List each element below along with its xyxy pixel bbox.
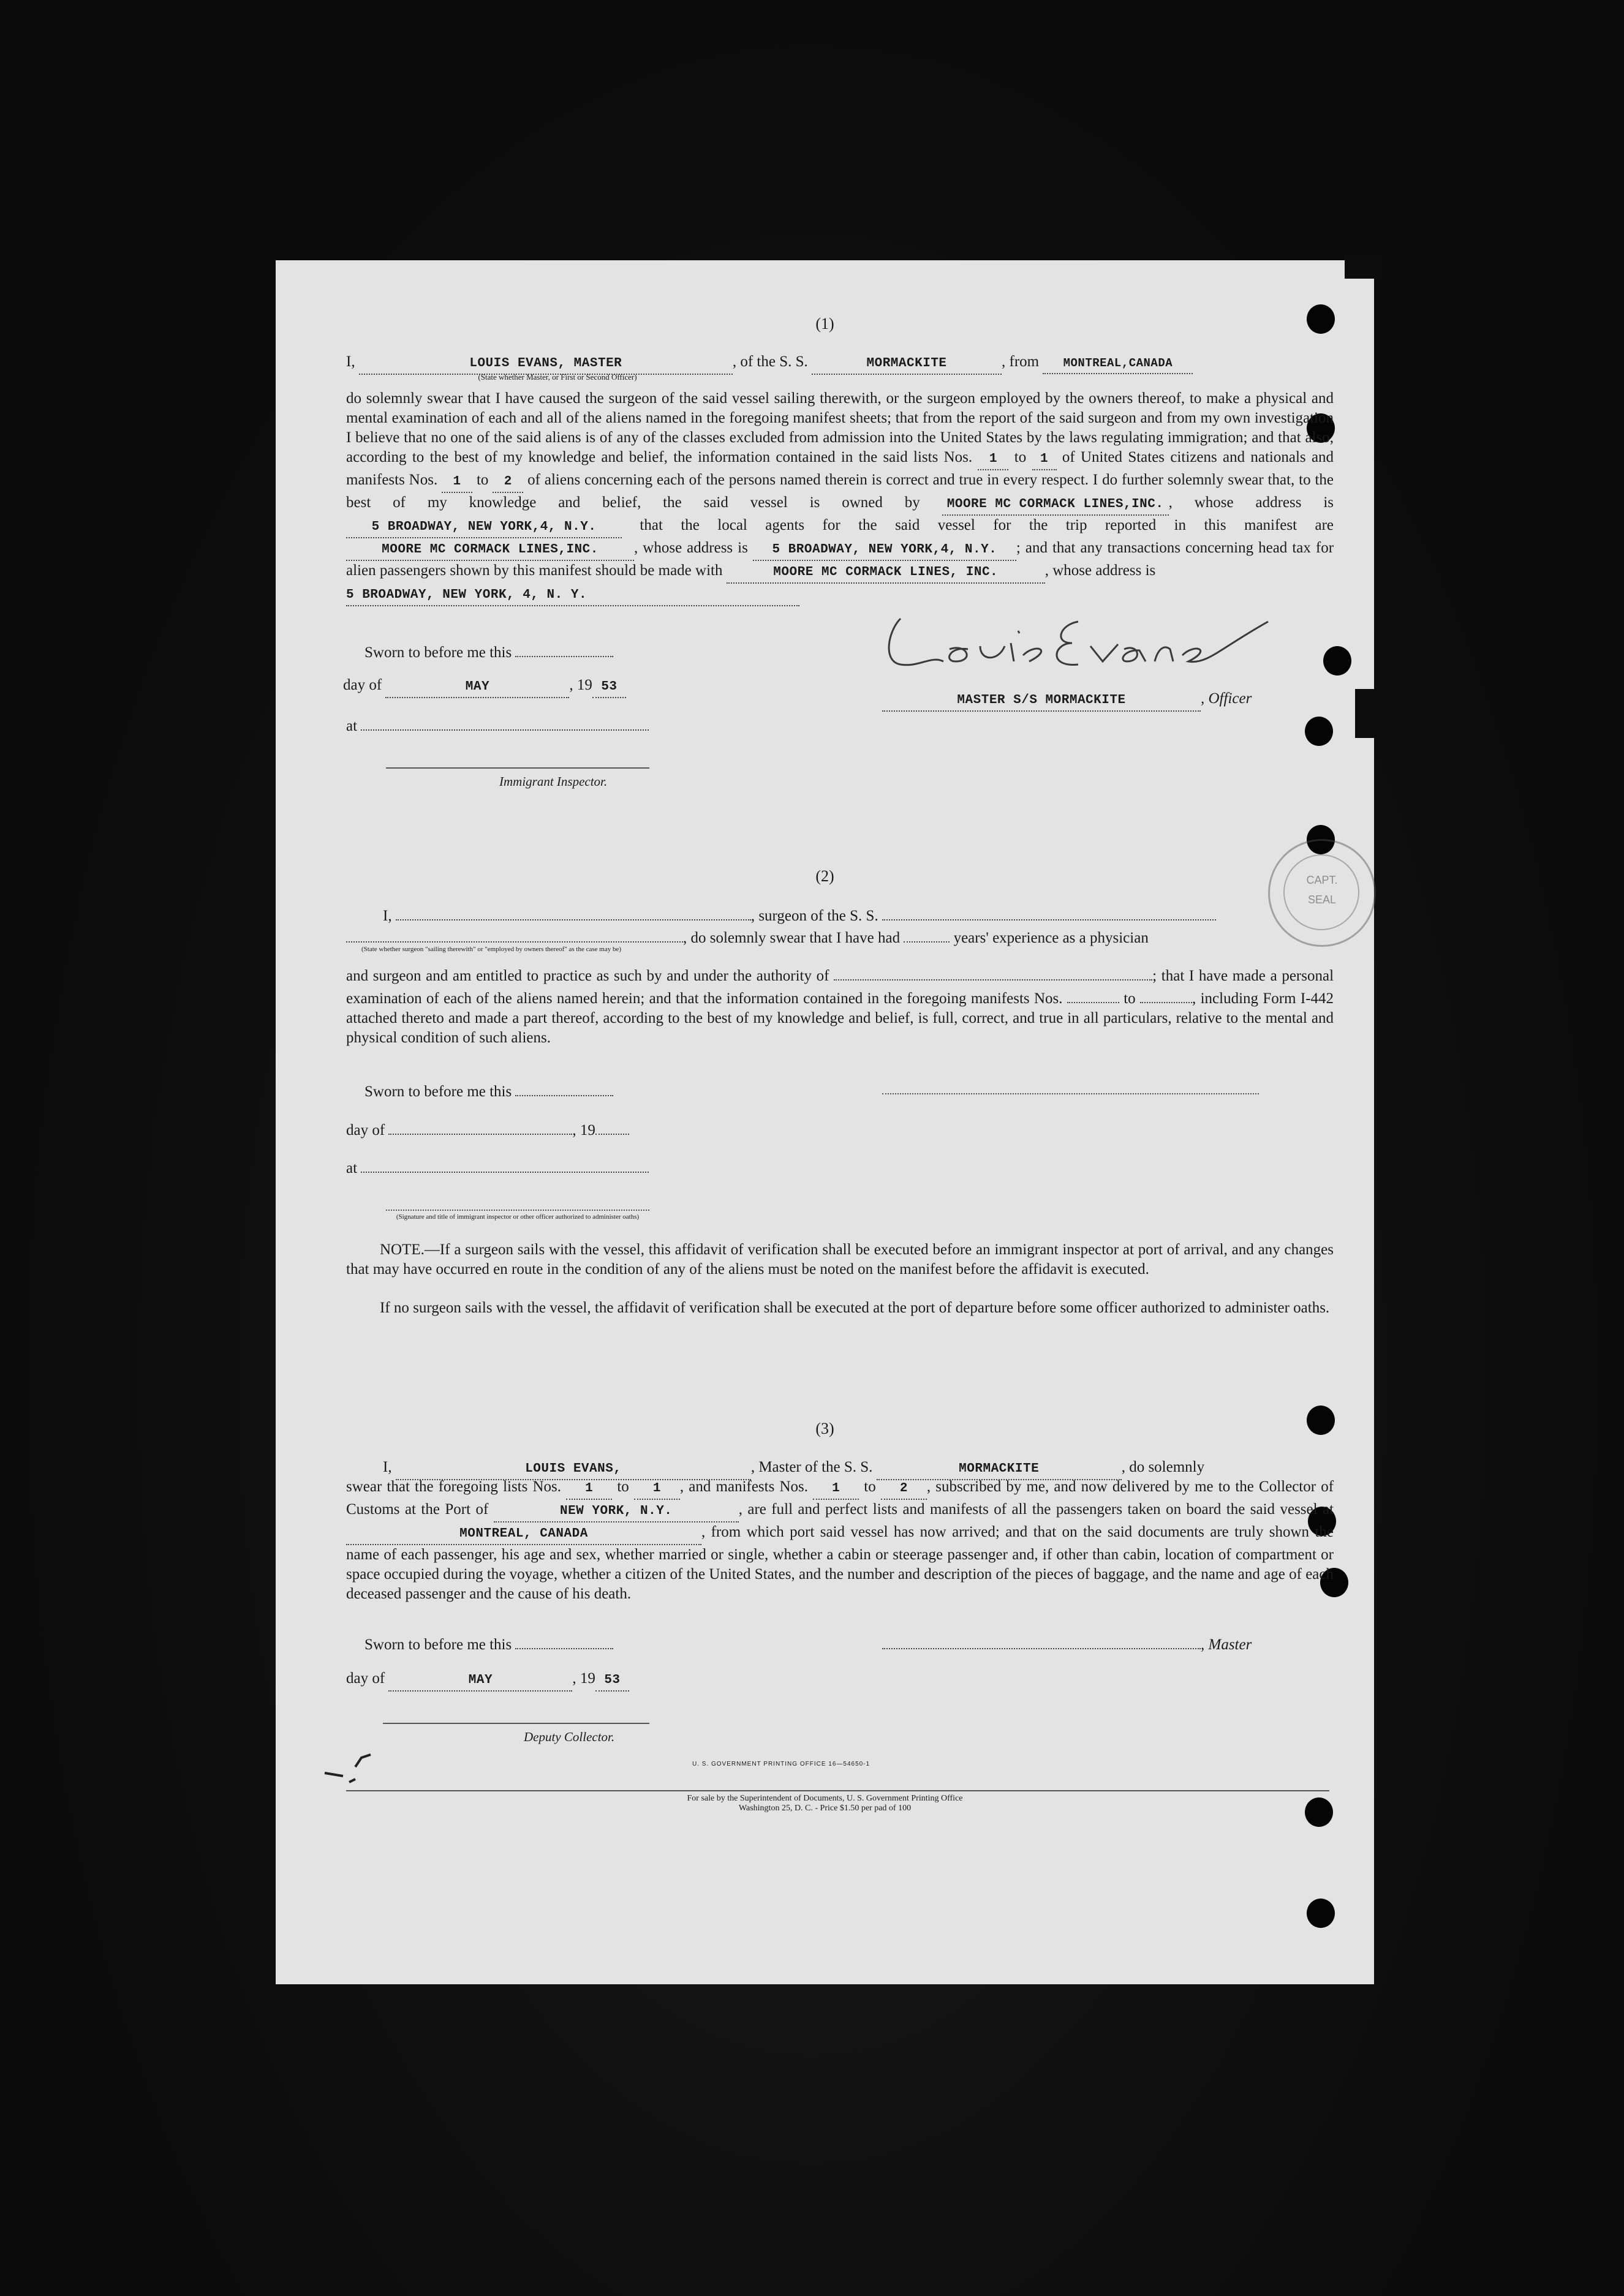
officer-oath-signature-line (386, 1210, 649, 1211)
lists-from-field: 1 (978, 450, 1008, 470)
manifests-from-field: 1 (442, 472, 472, 493)
section-2-first-line (383, 903, 1339, 926)
manifests-to-field: 2 (881, 1479, 927, 1500)
head-tax-address-field: 5 BROADWAY, NEW YORK, 4, N. Y. (346, 585, 799, 606)
at-line-2 (346, 1156, 649, 1178)
section-2-number: (2) (815, 867, 834, 885)
from-label: , from (1002, 353, 1040, 370)
section-1-first-line (346, 352, 1326, 375)
binder-hole (1307, 1899, 1335, 1928)
officer-caption: (State whether Master, or First or Second Officer) (478, 372, 637, 382)
departure-port-field: MONTREAL, CANADA (346, 1524, 701, 1545)
surgeon-signature-line (882, 1093, 1259, 1094)
year-prefix: , 19 (569, 677, 592, 693)
at-label: at (346, 1160, 358, 1176)
body-text-2: that I have made a personal examination of each of the aliens named herein; and that the information contained in the foregoing manifests Nos. (346, 968, 1334, 1007)
note-label: NOTE. (380, 1241, 425, 1258)
printing-office-line: U. S. GOVERNMENT PRINTING OFFICE 16—54650-1 (692, 1761, 871, 1767)
from-port-field: MONTREAL,CANADA (1043, 353, 1193, 374)
body-text-3: of aliens concerning each of the persons named therein is correct and true in every respect. I do further solemnly swear that, to the best of my knowledge and belief, the said vessel is owned by (346, 472, 1334, 511)
manifests-from-field (1067, 986, 1119, 1003)
section-1-body: do solemnly swear that I have caused the surgeon of the said vessel sailing therewith, or the surgeon employed by the owners thereof, to make a physical and mental examination of each and all of the aliens named in the foregoing manifest sheets; that from the report of the said surgeon and from my own investigation I believe that no one of the said aliens is of any of the classes excluded from admission into the United States by the laws regulating immigration; and that also, according to the best of my knowledge and belief, the information contained in the said lists Nos. 1 to 1 of United States citizens and nationals and manifests Nos. 1 to 2 of aliens concerning each of the persons named therein is correct and true in every respect. I do further solemnly swear that, to the best of my knowledge and belief, the said vessel is owned by MOORE MC CORMACK LINES,INC. , whose address is 5 BROADWAY, NEW YORK,4, N.Y. that the local agents for the said vessel for the trip reported in this manifest are MOORE MC CORMACK LINES,INC. , whose address is 5 BROADWAY, NEW YORK,4, N.Y. ; and that any transactions concerning head tax for alien passengers shown by this manifest should be made with MOORE MC CORMACK LINES, INC. , whose address is 5 BROADWAY, NEW YORK, 4, N. Y. (346, 389, 1334, 606)
surgeon-of-label: , surgeon of the S. S. (750, 908, 878, 924)
section-3-body (346, 1477, 1334, 1604)
master-signature-line (882, 1632, 1348, 1655)
body-text-4: ; and that any transactions concerning head tax for alien passengers shown by this manifest should be made with (346, 540, 1334, 579)
i-label: I, (383, 908, 392, 924)
ink-smudge (319, 1742, 392, 1791)
year-field (595, 1118, 629, 1135)
officer-title-field: MASTER S/S MORMACKITE (882, 691, 1201, 712)
head-tax-address-label: , whose address is (1044, 562, 1156, 579)
authority-field (834, 963, 1152, 981)
surgeon-status-field (346, 925, 683, 943)
to-label: to (476, 472, 489, 488)
year-field: 53 (592, 677, 626, 698)
sworn-date-field (515, 1079, 613, 1096)
surgeon-caption: (State whether surgeon "sailing therewith" or "employed by owners thereof" as the case may be) (361, 946, 622, 953)
manifests-all-label: manifests of all the passengers taken on board the said vessel at (929, 1501, 1334, 1518)
i-label: I, (346, 353, 355, 370)
month-field: MAY (388, 1671, 572, 1692)
day-of-line-2 (346, 1118, 629, 1140)
section-1-number: (1) (815, 315, 834, 333)
signature-caption: (Signature and title of immigrant inspector or other officer authorized to administer oaths) (396, 1213, 640, 1221)
inspector-caption: Immigrant Inspector. (499, 774, 608, 789)
sworn-line-3 (364, 1632, 613, 1655)
sworn-label: Sworn to before me this (364, 1083, 512, 1100)
note-paragraph (346, 1240, 1334, 1279)
owner-address-field: 5 BROADWAY, NEW YORK,4, N.Y. (346, 518, 622, 538)
manifest-affidavit-page (276, 260, 1374, 1984)
at-line-1 (346, 713, 649, 736)
lists-to-field: 1 (1032, 450, 1057, 470)
note-text-2: If no surgeon sails with the vessel, the affidavit of verification shall be executed at the port of departure before some officer authorized to administer oaths. (380, 1300, 1330, 1316)
vessel-field: MORMACKITE (812, 354, 1002, 375)
collector-caption: Deputy Collector. (524, 1730, 615, 1744)
master-of-label: , Master of the S. S. (750, 1459, 873, 1475)
full-label: , are full and perfect lists and (738, 1501, 925, 1518)
manifests-from-field: 1 (813, 1479, 859, 1500)
day-of-line-1 (343, 676, 626, 698)
note-paragraph-2 (346, 1298, 1334, 1318)
day-of-line-3 (346, 1669, 629, 1692)
collector-signature-line (383, 1723, 649, 1724)
solemnly-label: , do solemnly (1121, 1459, 1205, 1475)
body-text-1: do solemnly swear that I have caused the surgeon of the said vessel sailing therewith, or the surgeon employed by the owners thereof, to make a physical and mental examination of each and all of the aliens named in the foregoing manifest sheets; that from the report of the said surgeon and from my own investigation I believe that no one of the said aliens is of any of the classes excluded from admission into the United States by the laws regulating immigration; and that also, according to the best of my knowledge and belief, the information contained in the said lists Nos. (346, 390, 1334, 465)
owner-field: MOORE MC CORMACK LINES,INC. (942, 495, 1169, 516)
year-prefix: , 19 (572, 1670, 595, 1687)
binder-hole (1305, 717, 1333, 746)
body-text-2: of United States citizens and nationals and manifests Nos. (346, 449, 1334, 488)
master-signature-field (882, 1632, 1201, 1649)
lists-label: swear that the foregoing lists Nos. (346, 1478, 562, 1495)
month-field: MAY (385, 677, 569, 698)
lists-to-field: 1 (634, 1479, 680, 1500)
body-text-3: , including Form I-442 attached thereto and made a part thereof, according to the best of my knowledge and belief, is full, correct, and true in all particulars, relative to the mental and physical condition of such aliens. (346, 990, 1334, 1046)
to-label: to (864, 1478, 876, 1495)
surgeon-vessel-field (882, 903, 1216, 920)
stamp-mid-text: SEAL (1307, 894, 1337, 906)
sworn-line-1 (364, 640, 613, 663)
manifests-label: , and manifests Nos. (679, 1478, 809, 1495)
officer-suffix: , Officer (1201, 690, 1252, 707)
officer-title-line (882, 689, 1348, 712)
vessel-field: MORMACKITE (877, 1459, 1122, 1480)
agents-field: MOORE MC CORMACK LINES,INC. (346, 540, 634, 561)
head-tax-party-field: MOORE MC CORMACK LINES, INC. (727, 563, 1045, 584)
at-field (361, 713, 649, 731)
master-suffix: , Master (1201, 1636, 1252, 1653)
officer-signature (876, 606, 1274, 686)
day-of-label: day of (346, 1670, 385, 1687)
agents-address-label: whose address is (643, 540, 748, 556)
sworn-label: Sworn to before me this (364, 644, 512, 661)
officer-name-field: LOUIS EVANS, MASTER (359, 354, 733, 375)
port-field: NEW YORK, N.Y. (494, 1502, 739, 1523)
section-3-number: (3) (815, 1420, 834, 1437)
sworn-line-2 (364, 1079, 613, 1102)
master-name-field: LOUIS EVANS, (396, 1459, 751, 1480)
sale-line-2: Washington 25, D. C. - Price $1.50 per pad of 100 (738, 1804, 912, 1813)
month-field (388, 1118, 572, 1135)
of-ss-label: , of the S. S. (732, 353, 808, 370)
inspector-signature-line (386, 767, 649, 769)
day-of-label: day of (343, 677, 382, 693)
years-field (904, 925, 950, 943)
to-label: to (617, 1478, 629, 1495)
i-label: I, (383, 1459, 392, 1475)
to-label: to (1014, 449, 1027, 465)
torn-edge (1355, 689, 1380, 738)
manifests-to-field (1140, 986, 1192, 1003)
day-of-label: day of (346, 1122, 385, 1139)
to-label: to (1124, 990, 1136, 1007)
sworn-label: Sworn to before me this (364, 1636, 512, 1653)
year-field: 53 (595, 1671, 629, 1692)
note-text-1: —If a surgeon sails with the vessel, this affidavit of verification shall be executed before an immigrant inspector at port of arrival, and any changes that may have occurred en route in the condition of any of the aliens must be noted on the manifest before the affidavit is executed. (346, 1241, 1334, 1278)
sworn-date-field (515, 640, 613, 657)
torn-corner (1345, 254, 1381, 279)
body-text-1: and surgeon and am entitled to practice as such by and under the authority of (346, 968, 829, 984)
agents-label: that the local agents for the said vessel for the trip reported in this manifest are (640, 517, 1334, 533)
surgeon-name-field (396, 903, 751, 920)
owner-address-label: , whose address is (1168, 494, 1334, 511)
delivered-label: delivered by me to the Collector of Customs at the Port of (346, 1478, 1334, 1518)
sworn-date-field (515, 1632, 613, 1649)
footer-rule (346, 1790, 1329, 1791)
lists-from-field: 1 (566, 1479, 612, 1500)
manifests-to-field: 2 (493, 472, 523, 493)
swear-label: , do solemnly swear that I have had (683, 930, 901, 946)
section-2-body: and surgeon and am entitled to practice as such by and under the authority of ; that I have made a personal examination of each of the aliens named herein; and that the information contained in the foregoing manifests Nos. to , including Form I-442 attached thereto and made a part thereof, according to the best of my knowledge and belief, is full, correct, and true in all particulars, relative to the mental and physical condition of such aliens. (346, 963, 1334, 1048)
sale-line-1: For sale by the Superintendent of Documents, U. S. Government Printing Office (687, 1794, 963, 1803)
agents-address-field: 5 BROADWAY, NEW YORK,4, N.Y. (753, 540, 1016, 561)
subscribed-label: , subscribed by me, and now (926, 1478, 1108, 1495)
stamp-top-text: CAPT. (1306, 874, 1338, 886)
at-field (361, 1156, 649, 1173)
years-label: years' experience as a physician (953, 930, 1149, 946)
body-text: port said vessel has now arrived; and that on the said documents are truly shown the name of each passenger, his age and sex, whether married or single, whether a cabin or steerage passenger and, if other than cabin, location of compartment or space occupied during the voyage, whether a citizen of the United States, and the number and description of the pieces of baggage, and the name and age of each deceased passenger and the cause of his death. (346, 1524, 1334, 1602)
year-prefix: , 19 (572, 1122, 595, 1139)
at-label: at (346, 718, 358, 734)
binder-hole (1323, 646, 1351, 676)
from-which-label: , from which (701, 1524, 784, 1540)
